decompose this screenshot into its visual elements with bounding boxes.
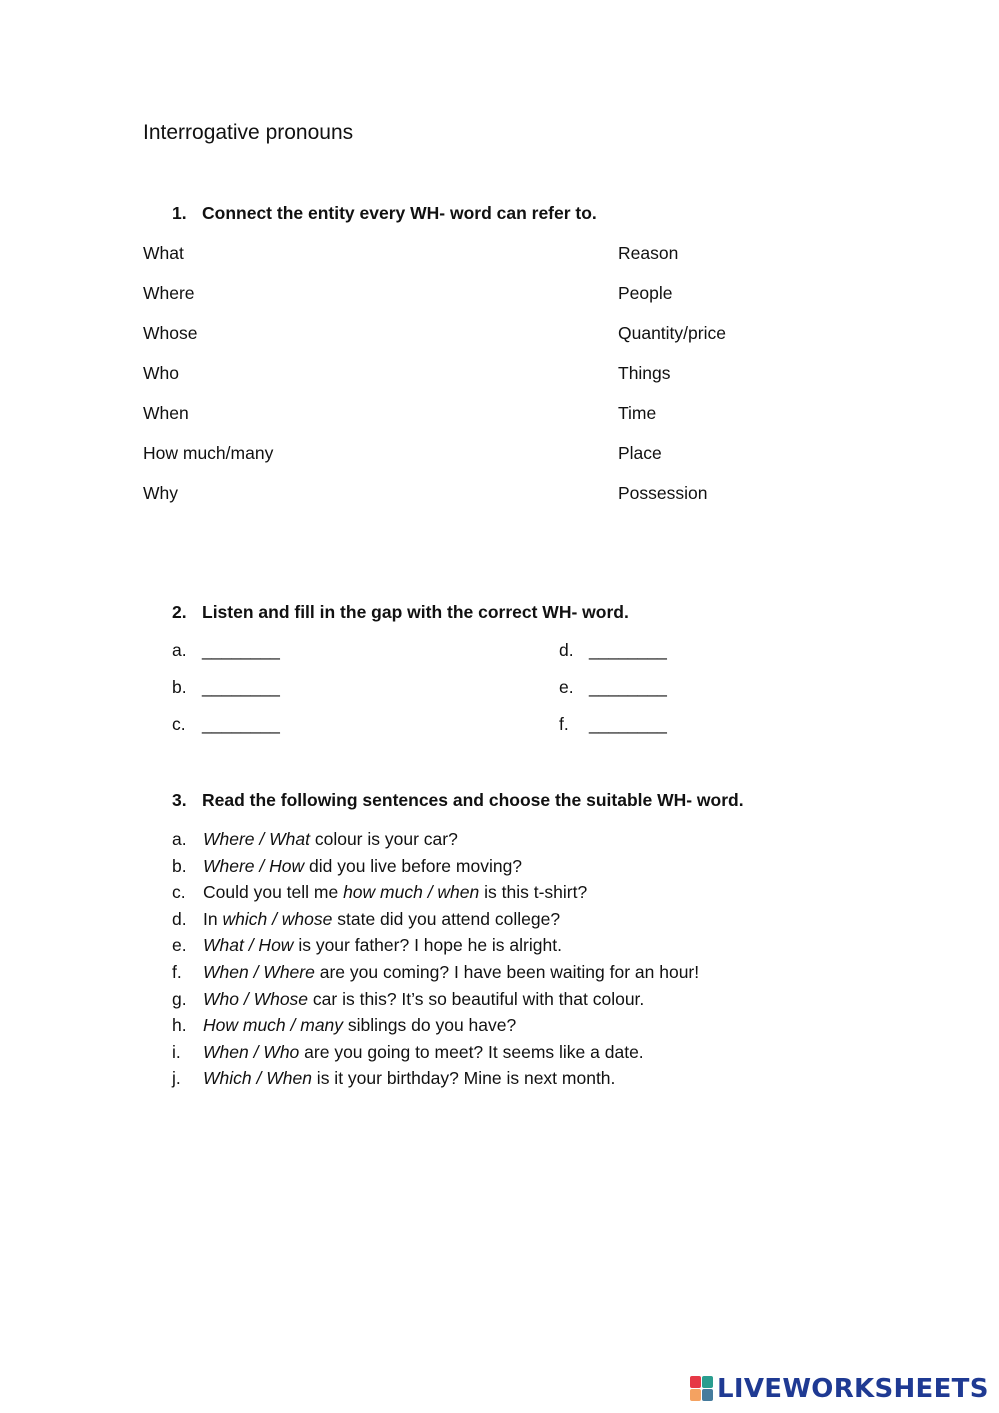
match-left-item[interactable]: Where — [143, 283, 195, 303]
match-left-item[interactable]: What — [143, 243, 184, 263]
gap-blank-input[interactable]: ________ — [202, 714, 280, 734]
section2-heading-text: Listen and fill in the gap with the correct WH- word. — [202, 602, 629, 622]
sentence-row — [172, 853, 699, 880]
sentence-post: are you coming? I have been waiting for an hour! — [314, 961, 700, 982]
match-left-item[interactable]: Who — [143, 363, 179, 383]
sentence-letter: b. — [172, 855, 187, 876]
sentence-letter: e. — [172, 935, 187, 956]
sentence-options[interactable]: Where / What — [203, 829, 310, 849]
match-left-item[interactable]: Whose — [143, 323, 198, 343]
sentence-post: are you going to meet? It seems like a date. — [299, 1041, 644, 1062]
gap-blank-input[interactable]: ________ — [202, 640, 280, 660]
match-row — [143, 363, 863, 387]
page-title: Interrogative pronouns — [143, 121, 354, 144]
liveworksheets-logo — [690, 1373, 989, 1405]
sentence-letter: a. — [172, 829, 187, 849]
sentence-row — [172, 826, 699, 853]
sentence-row — [172, 1012, 699, 1039]
gap-letter: f. — [559, 714, 569, 734]
sentence-letter: d. — [172, 908, 187, 929]
gap-item — [559, 677, 667, 698]
gap-letter: a. — [172, 640, 187, 660]
sentence-options[interactable]: When / Where — [203, 961, 315, 982]
section3-number: 3. — [172, 790, 187, 810]
match-left-item[interactable]: When — [143, 403, 189, 423]
match-left-item[interactable]: How much/many — [143, 443, 274, 463]
sentence-options[interactable]: How much / many — [203, 1015, 344, 1036]
section1-heading-text: Connect the entity every WH- word can refer to. — [202, 203, 597, 223]
sentence-row — [172, 932, 699, 959]
sentence-row — [172, 959, 699, 986]
sentence-row — [172, 1065, 699, 1092]
match-right-item[interactable]: Place — [618, 443, 662, 463]
match-row — [143, 283, 863, 307]
match-row — [143, 483, 863, 507]
sentence-pre: Could you tell me — [203, 882, 344, 903]
sentence-post: is it your birthday? Mine is next month. — [311, 1068, 616, 1089]
gap-blank-input[interactable]: ________ — [589, 640, 667, 660]
sentence-post: colour is your car? — [309, 829, 458, 849]
sentence-options[interactable]: which / whose — [222, 908, 333, 929]
gap-blank-input[interactable]: ________ — [589, 714, 667, 734]
gap-letter: d. — [559, 640, 574, 660]
match-row — [143, 403, 863, 427]
gap-item — [559, 640, 667, 661]
logo-text: LIVEWORKSHEETS — [717, 1374, 989, 1404]
match-right-item[interactable]: Quantity/price — [618, 323, 726, 343]
sentence-post: is this t-shirt? — [479, 882, 588, 903]
sentence-post: did you live before moving? — [304, 855, 523, 876]
sentence-row — [172, 1039, 699, 1066]
sentence-options[interactable]: What / How — [203, 935, 294, 956]
sentence-letter: i. — [172, 1041, 181, 1062]
sentence-letter: g. — [172, 988, 187, 1009]
sentence-options[interactable]: Which / When — [203, 1068, 312, 1089]
gap-item — [172, 714, 280, 735]
match-right-item[interactable]: Things — [618, 363, 671, 383]
section3-heading — [172, 790, 744, 811]
sentence-row — [172, 986, 699, 1013]
gap-letter: b. — [172, 677, 187, 697]
sentence-letter: c. — [172, 882, 186, 903]
sentence-post: state did you attend college? — [332, 908, 561, 929]
sentence-letter: f. — [172, 961, 182, 982]
sentence-options[interactable]: Where / How — [203, 855, 305, 876]
section3-heading-text: Read the following sentences and choose the suitable WH- word. — [202, 790, 744, 810]
gap-blank-input[interactable]: ________ — [589, 677, 667, 697]
sentence-options[interactable]: how much / when — [343, 882, 480, 903]
match-row — [143, 243, 863, 267]
match-left-item[interactable]: Why — [143, 483, 178, 503]
sentence-options[interactable]: When / Who — [203, 1041, 300, 1062]
gap-item — [172, 677, 280, 698]
match-row — [143, 443, 863, 467]
gap-item — [559, 714, 667, 735]
gap-blank-input[interactable]: ________ — [202, 677, 280, 697]
sentence-letter: h. — [172, 1015, 187, 1036]
match-right-item[interactable]: Reason — [618, 243, 679, 263]
sentence-pre: In — [203, 908, 223, 929]
sentence-row — [172, 906, 699, 933]
section1-number: 1. — [172, 203, 187, 223]
sentence-list — [172, 826, 699, 1092]
match-right-item[interactable]: People — [618, 283, 673, 303]
sentence-post: car is this? It’s so beautiful with that colour. — [308, 988, 645, 1009]
sentence-row — [172, 879, 699, 906]
logo-icon — [690, 1376, 714, 1402]
match-right-item[interactable]: Time — [618, 403, 657, 423]
gap-letter: c. — [172, 714, 186, 734]
sentence-post: is your father? I hope he is alright. — [293, 935, 562, 956]
gap-item — [172, 640, 280, 661]
section2-heading — [172, 602, 629, 623]
gap-letter: e. — [559, 677, 574, 697]
section1-heading — [172, 203, 597, 224]
sentence-options[interactable]: Who / Whose — [203, 988, 309, 1009]
sentence-letter: j. — [172, 1068, 181, 1089]
section2-number: 2. — [172, 602, 187, 622]
sentence-post: siblings do you have? — [343, 1015, 517, 1036]
match-right-item[interactable]: Possession — [618, 483, 708, 503]
match-row — [143, 323, 863, 347]
